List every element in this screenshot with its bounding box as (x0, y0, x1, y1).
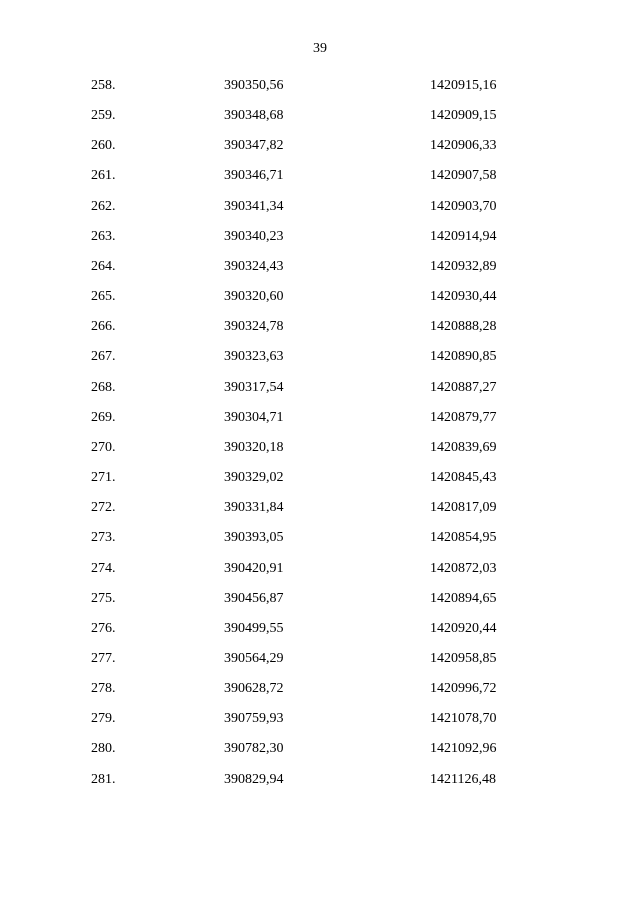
point-number: 259. (91, 108, 116, 124)
table-row (0, 710, 640, 740)
coordinate-x: 390350,56 (224, 78, 284, 93)
coordinate-y: 1420996,72 (430, 681, 497, 697)
point-number: 274. (91, 560, 116, 576)
table-row (0, 228, 640, 258)
coordinate-y: 1420890,85 (430, 349, 497, 365)
point-number: 272. (91, 500, 116, 516)
point-number: 281. (91, 771, 116, 787)
table-row (0, 379, 640, 409)
coordinate-y: 1420915,16 (430, 78, 497, 93)
coordinate-y: 1421126,48 (430, 771, 496, 787)
coordinate-y: 1420872,03 (430, 560, 497, 576)
point-number: 265. (91, 289, 116, 305)
table-row (0, 469, 640, 499)
coordinate-x: 390324,78 (224, 319, 284, 335)
table-row (0, 680, 640, 710)
coordinate-y: 1420894,65 (430, 590, 497, 606)
point-number: 276. (91, 620, 116, 636)
coordinate-x: 390564,29 (224, 650, 284, 666)
coordinate-y: 1420854,95 (430, 530, 497, 546)
coordinate-y: 1420930,44 (430, 289, 497, 305)
coordinate-x: 390329,02 (224, 470, 284, 486)
coordinate-x: 390341,34 (224, 198, 284, 214)
table-row (0, 318, 640, 348)
table-row (0, 740, 640, 770)
coordinate-x: 390323,63 (224, 349, 284, 365)
coordinate-y: 1421078,70 (430, 711, 497, 727)
table-row (0, 650, 640, 680)
point-number: 261. (91, 168, 116, 184)
coordinate-y: 1420879,77 (430, 409, 497, 425)
point-number: 260. (91, 138, 116, 154)
coordinate-y: 1420914,94 (430, 228, 497, 244)
point-number: 262. (91, 198, 116, 214)
point-number: 278. (91, 681, 116, 697)
coordinate-y: 1421092,96 (430, 741, 497, 757)
coordinate-x: 390320,18 (224, 439, 284, 455)
coordinate-y: 1420817,09 (430, 500, 497, 516)
coordinate-x: 390628,72 (224, 681, 284, 697)
point-number: 266. (91, 319, 116, 335)
coordinate-y: 1420907,58 (430, 168, 497, 184)
coordinate-x: 390420,91 (224, 560, 284, 576)
point-number: 273. (91, 530, 116, 546)
coordinate-x: 390320,60 (224, 289, 284, 305)
table-row (0, 258, 640, 288)
coordinate-x: 390829,94 (224, 771, 284, 787)
point-number: 270. (91, 439, 116, 455)
coordinate-x: 390331,84 (224, 500, 284, 516)
page-number: 39 (313, 41, 327, 56)
coordinate-x: 390393,05 (224, 530, 284, 546)
coordinate-x: 390347,82 (224, 138, 284, 154)
point-number: 275. (91, 590, 116, 606)
table-row (0, 198, 640, 228)
table-row (0, 77, 640, 107)
point-number: 264. (91, 258, 116, 274)
table-row (0, 167, 640, 197)
coordinate-y: 1420888,28 (430, 319, 497, 335)
coordinate-x: 390456,87 (224, 590, 284, 606)
coordinate-y: 1420920,44 (430, 620, 497, 636)
point-number: 258. (91, 78, 116, 93)
coordinates-table (0, 77, 640, 801)
table-row (0, 107, 640, 137)
coordinate-y: 1420887,27 (430, 379, 497, 395)
coordinate-x: 390324,43 (224, 258, 284, 274)
table-row (0, 529, 640, 559)
coordinate-y: 1420845,43 (430, 470, 497, 486)
coordinate-x: 390346,71 (224, 168, 284, 184)
table-row (0, 288, 640, 318)
table-row (0, 348, 640, 378)
coordinate-y: 1420903,70 (430, 198, 497, 214)
table-row (0, 560, 640, 590)
table-row (0, 590, 640, 620)
table-row (0, 620, 640, 650)
coordinate-x: 390317,54 (224, 379, 284, 395)
point-number: 271. (91, 470, 116, 486)
point-number: 268. (91, 379, 116, 395)
point-number: 279. (91, 711, 116, 727)
point-number: 277. (91, 650, 116, 666)
coordinate-x: 390759,93 (224, 711, 284, 727)
table-row (0, 499, 640, 529)
coordinate-x: 390340,23 (224, 228, 284, 244)
point-number: 263. (91, 228, 116, 244)
coordinate-y: 1420906,33 (430, 138, 497, 154)
coordinate-y: 1420839,69 (430, 439, 497, 455)
coordinate-y: 1420958,85 (430, 650, 497, 666)
coordinate-x: 390348,68 (224, 108, 284, 124)
table-row (0, 137, 640, 167)
coordinate-x: 390304,71 (224, 409, 284, 425)
point-number: 280. (91, 741, 116, 757)
coordinate-x: 390782,30 (224, 741, 284, 757)
point-number: 269. (91, 409, 116, 425)
coordinate-y: 1420932,89 (430, 258, 497, 274)
table-row (0, 771, 640, 801)
coordinate-x: 390499,55 (224, 620, 284, 636)
table-row (0, 409, 640, 439)
coordinate-y: 1420909,15 (430, 108, 497, 124)
point-number: 267. (91, 349, 116, 365)
table-row (0, 439, 640, 469)
